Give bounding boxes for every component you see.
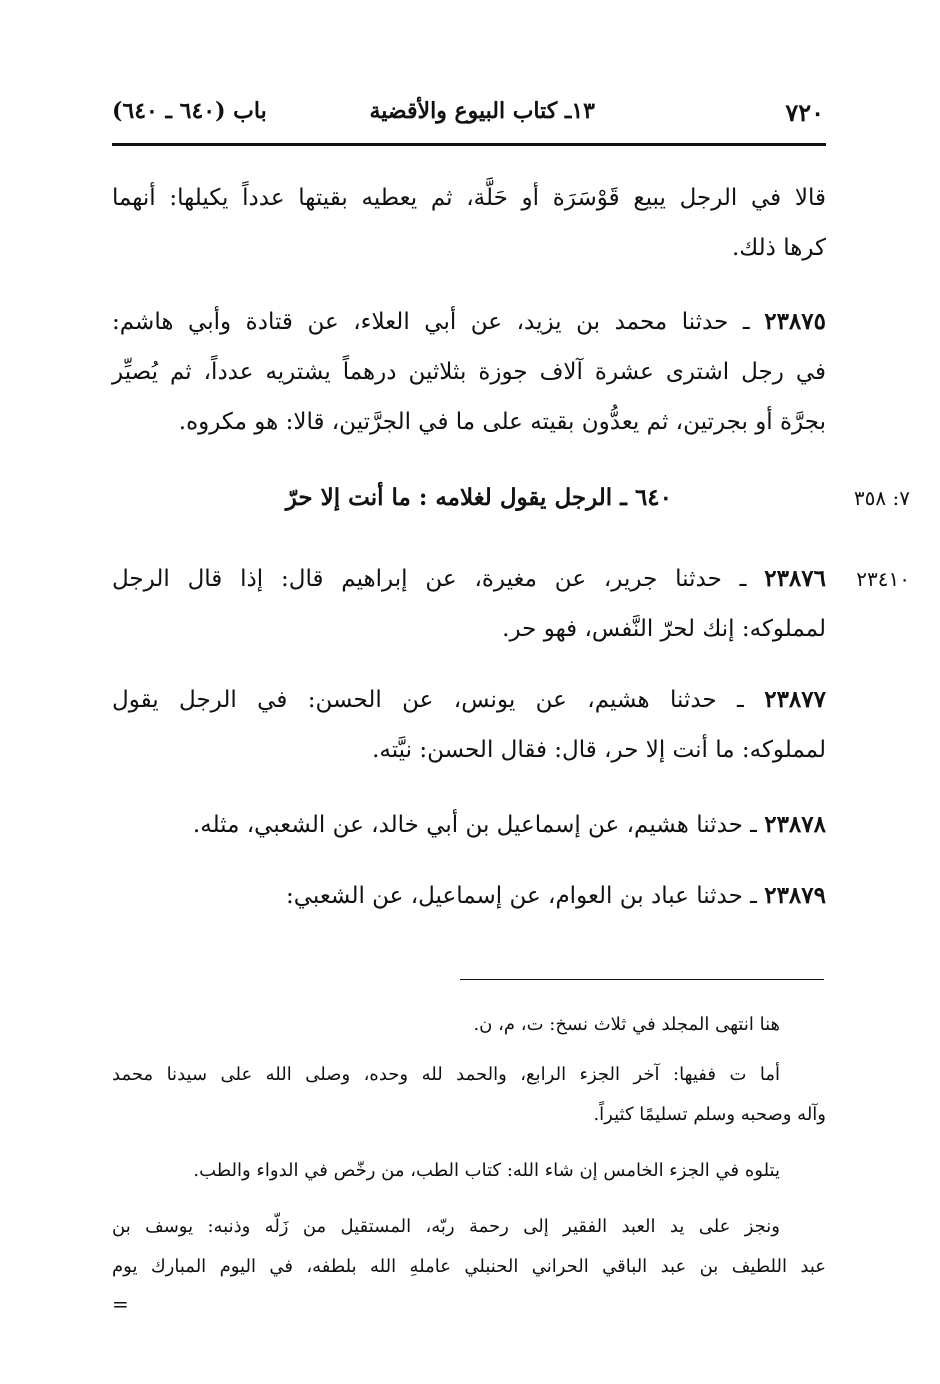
footnote-rule	[460, 979, 824, 980]
hadith-23878-line-1	[193, 810, 826, 840]
hadith-23876-line-1	[112, 564, 826, 594]
hadith-23877-line-1	[112, 685, 826, 715]
book-title: ١٣ـ كتاب البيوع والأقضية	[369, 98, 595, 124]
intro-line-1: قالا في الرجل يبيع قَوْسَرَة أو حَلَّة، ثم يعطيه بقيتها عدداً يكيلها: أنهما	[112, 185, 826, 211]
header-rule	[112, 143, 826, 146]
footnote-2-line-2: وآله وصحبه وسلم تسليمًا كثيراً.	[593, 1104, 826, 1125]
hadith-23875-line-3: بجرَّة أو بجرتين، ثم يعدُّون بقيته على ما في الجرَّتين، قالا: هو مكروه.	[178, 409, 826, 435]
section-heading: ٦٤٠ ـ الرجل يقول لغلامه : ما أنت إلا حرّ	[285, 484, 672, 511]
intro-line-2: كرها ذلك.	[731, 235, 826, 261]
hadith-number: ٢٣٨٧٦	[764, 565, 826, 592]
continuation-mark: =	[112, 1292, 129, 1316]
footnote-4-line-2: عبد اللطيف بن عبد الباقي الحراني الحنبلي عاملهِ الله بلطفه، في اليوم المبارك يوم	[112, 1256, 826, 1277]
hadith-23877-line-2: لمملوكه: ما أنت إلا حر، قال: فقال الحسن: نيَّته.	[372, 737, 826, 763]
footnote-3: يتلوه في الجزء الخامس إن شاء الله: كتاب الطب، من رخّص في الدواء والطب.	[193, 1160, 780, 1181]
page-number: ٧٢٠	[785, 98, 824, 127]
hadith-text: ـ حدثنا جرير، عن مغيرة، عن إبراهيم قال: إذا قال الرجل	[112, 566, 765, 592]
hadith-number: ٢٣٨٧٥	[764, 308, 826, 335]
hadith-text: ـ حدثنا عباد بن العوام، عن إسماعيل، عن الشعبي:	[285, 883, 765, 909]
hadith-23875-line-2: في رجل اشترى عشرة آلاف جوزة بثلاثين درهماً يشتريه عدداً، ثم يُصيِّر	[112, 359, 826, 385]
hadith-text: ـ حدثنا هشيم، عن إسماعيل بن أبي خالد، عن الشعبي، مثله.	[192, 812, 765, 838]
margin-reference: ٧: ٣٥٨	[853, 486, 910, 510]
hadith-number: ٢٣٨٧٨	[764, 811, 826, 838]
hadith-23879-line-1	[286, 881, 826, 911]
hadith-text: ـ حدثنا هشيم، عن يونس، عن الحسن: في الرجل يقول	[112, 687, 765, 713]
chapter-reference: باب (٦٤٠ ـ ٦٤٠)	[112, 98, 267, 124]
hadith-23875-line-1	[112, 307, 826, 337]
hadith-number: ٢٣٨٧٧	[764, 686, 826, 713]
footnote-1: هنا انتهى المجلد في ثلاث نسخ: ت، م، ن.	[473, 1014, 780, 1035]
footnote-4-line-1: ونجز على يد العبد الفقير إلى رحمة ربّه، المستقيل من زَلّه وذنبه: يوسف بن	[112, 1216, 780, 1237]
footnote-2-line-1: أما ت ففيها: آخر الجزء الرابع، والحمد لله وحده، وصلى الله على سيدنا محمد	[112, 1064, 780, 1085]
margin-reference: ٢٣٤١٠	[856, 567, 910, 591]
hadith-text: ـ حدثنا محمد بن يزيد، عن أبي العلاء، عن قتادة وأبي هاشم:	[112, 309, 765, 335]
hadith-23876-line-2: لمملوكه: إنك لحرّ النَّفس، فهو حر.	[502, 616, 826, 642]
hadith-number: ٢٣٨٧٩	[764, 882, 826, 909]
